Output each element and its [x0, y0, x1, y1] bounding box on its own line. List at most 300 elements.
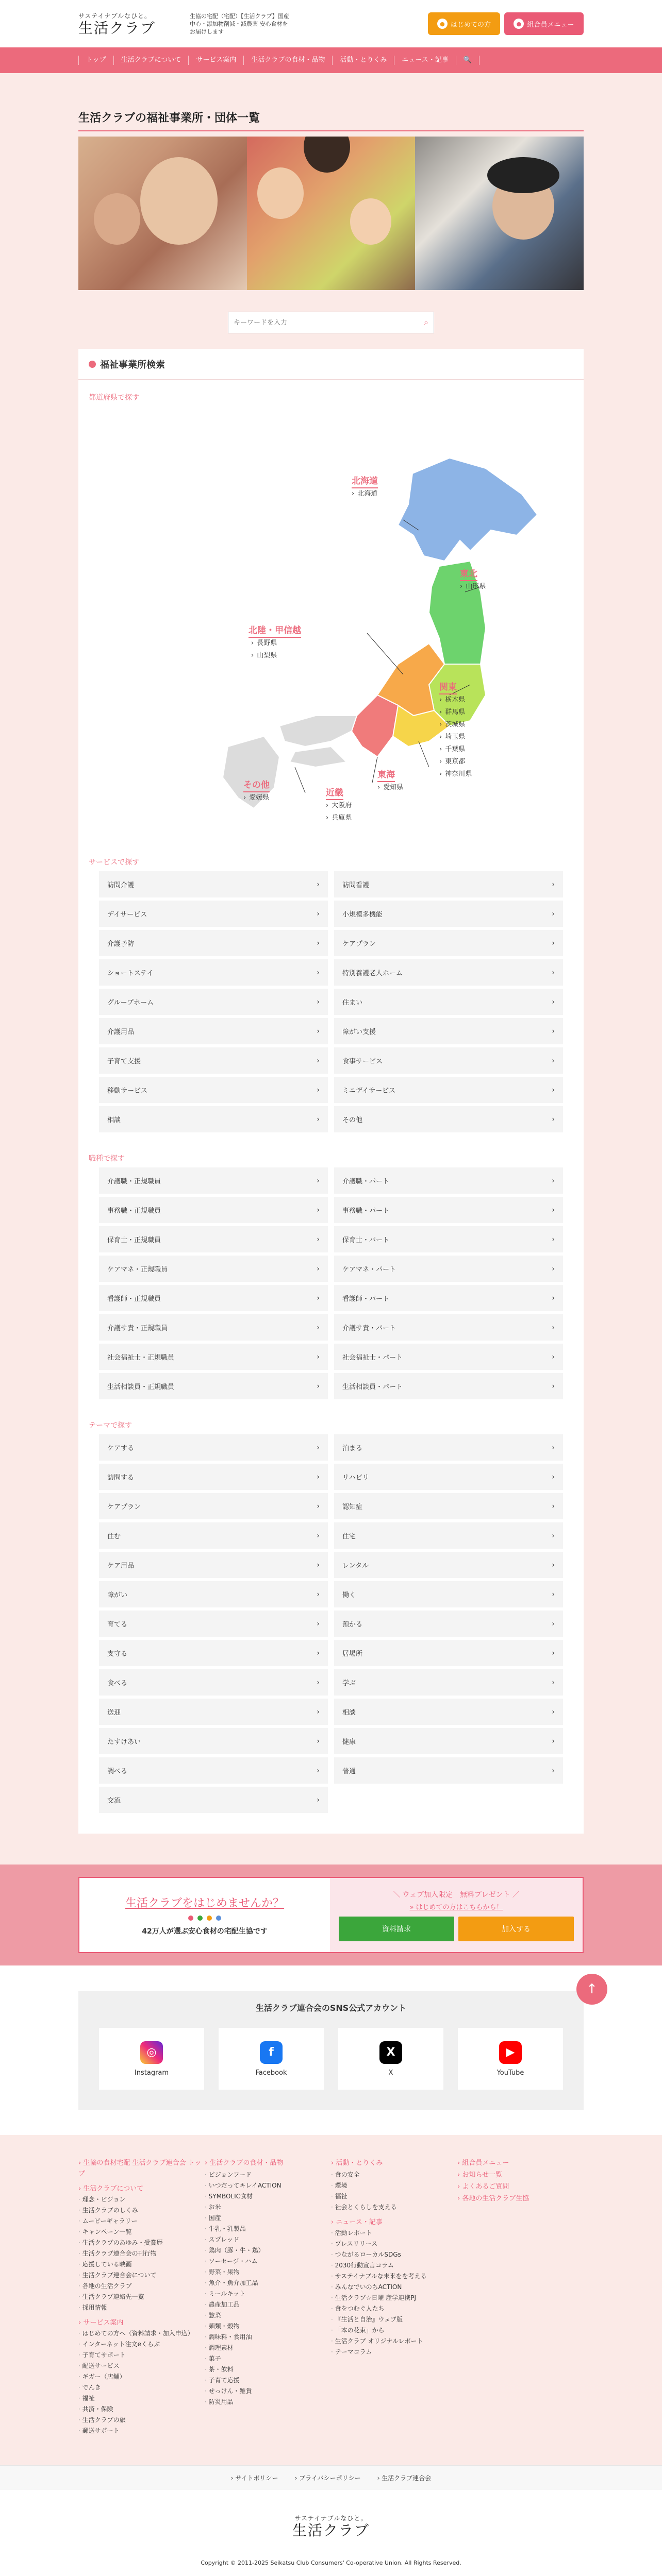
cta-dots: [188, 1916, 221, 1921]
footer-link[interactable]: · つながるローカルSDGs: [331, 2249, 457, 2260]
footer-link[interactable]: · ビジョンフード: [205, 2170, 331, 2180]
theme-item[interactable]: [99, 1522, 328, 1549]
chevron-right-icon: ›: [317, 1294, 320, 1302]
footer-link[interactable]: · 生活クラブ☆日曜 産学連携PJ: [331, 2293, 457, 2303]
sns-facebook-card[interactable]: [219, 2028, 324, 2090]
pref-link[interactable]: › 東京都: [439, 756, 472, 768]
job-item[interactable]: [334, 1226, 563, 1252]
region-tokai-title[interactable]: 東海: [377, 767, 395, 782]
footer-link[interactable]: › お知らせ一覧: [457, 2170, 584, 2180]
first-time-button[interactable]: [428, 12, 500, 35]
footer-link[interactable]: · 食をつむぐ人たち: [331, 2303, 457, 2314]
footer-link[interactable]: · 郵送サポート: [78, 2426, 205, 2436]
footer-logo-subtitle: サステイナブルなひと。: [294, 2515, 368, 2522]
first-time-icon: ●: [437, 19, 448, 29]
footer-link[interactable]: · 生活クラブの旅: [78, 2415, 205, 2426]
theme-item[interactable]: [334, 1757, 563, 1784]
chevron-right-icon: ›: [317, 1619, 320, 1628]
item-label: 子育て支援: [107, 1058, 141, 1065]
pref-link[interactable]: › 愛知県: [377, 782, 403, 794]
job-item[interactable]: [334, 1197, 563, 1223]
footer-link[interactable]: · ミールキット: [205, 2289, 331, 2299]
join-cta-box: [78, 1877, 584, 1953]
item-label: ケアマネ・正規職員: [107, 1266, 168, 1274]
footer-link[interactable]: · プレスリリース: [331, 2239, 457, 2249]
chevron-right-icon: ›: [552, 1206, 555, 1214]
theme-item[interactable]: [334, 1728, 563, 1754]
footer-link[interactable]: · 配送サービス: [78, 2361, 205, 2371]
job-item[interactable]: [334, 1285, 563, 1311]
footer-link[interactable]: · 2030行動宣言コラム: [331, 2260, 457, 2271]
theme-item[interactable]: [99, 1757, 328, 1784]
footer-col-1: [78, 2158, 205, 2436]
footer-link[interactable]: · 食の安全: [331, 2170, 457, 2180]
pref-link[interactable]: › 北海道: [352, 488, 377, 500]
sns-instagram-card[interactable]: [99, 2028, 204, 2090]
chevron-right-icon: ›: [317, 968, 320, 977]
footer-link[interactable]: · ソーセージ・ハム: [205, 2256, 331, 2267]
footer-link[interactable]: · 生活クラブ連合会について: [78, 2270, 205, 2281]
footer-link[interactable]: · 生活クラブ連絡先一覧: [78, 2292, 205, 2302]
chevron-right-icon: ›: [552, 1382, 555, 1391]
site-policy-link[interactable]: › サイトポリシー: [223, 2473, 287, 2482]
footer-link[interactable]: › 組合員メニュー: [457, 2158, 584, 2168]
hokkaido-shape[interactable]: [398, 458, 537, 561]
pref-link[interactable]: › 埼玉県: [439, 731, 472, 743]
chevron-right-icon: ›: [552, 968, 555, 977]
footer-link[interactable]: · 共済・保険: [78, 2404, 205, 2415]
job-item[interactable]: [99, 1344, 328, 1370]
chevron-right-icon: ›: [317, 1472, 320, 1481]
sns-label: Facebook: [255, 2069, 287, 2077]
theme-item[interactable]: [334, 1699, 563, 1725]
service-item[interactable]: [99, 959, 328, 986]
service-item[interactable]: [334, 1018, 563, 1044]
theme-item[interactable]: [99, 1552, 328, 1578]
chevron-right-icon: ›: [552, 1737, 555, 1745]
section-service-label: サービスで探す: [89, 858, 139, 867]
footer-link[interactable]: · 調味料・食用油: [205, 2332, 331, 2343]
nav-news[interactable]: ニュース・記事: [394, 56, 456, 65]
theme-item[interactable]: [334, 1552, 563, 1578]
japan-map-svg: [89, 406, 573, 844]
nav-about[interactable]: 生活クラブについて: [114, 56, 189, 65]
request-docs-button[interactable]: [339, 1917, 454, 1941]
footer-link[interactable]: › 活動・とりくみ: [331, 2158, 457, 2168]
search-icon[interactable]: ⌕: [424, 317, 428, 327]
pref-link[interactable]: › 愛媛県: [243, 792, 269, 804]
item-label: 泊まる: [342, 1445, 363, 1452]
footer-link[interactable]: · 茶・飲料: [205, 2364, 331, 2375]
service-item[interactable]: [334, 1077, 563, 1103]
theme-item[interactable]: [99, 1728, 328, 1754]
job-item[interactable]: [99, 1373, 328, 1399]
theme-item[interactable]: [334, 1669, 563, 1696]
region-kinki-prefs: [326, 800, 352, 824]
member-icon: ●: [514, 19, 524, 29]
footer-link[interactable]: › 各地の生活クラブ生協: [457, 2193, 584, 2204]
item-label: 相談: [342, 1709, 356, 1717]
footer-link[interactable]: · 菓子: [205, 2353, 331, 2364]
item-label: 事務職・正規職員: [107, 1207, 161, 1215]
union-link[interactable]: › 生活クラブ連合会: [369, 2473, 440, 2482]
item-label: 住宅: [342, 1533, 356, 1540]
item-label: 生活相談員・パート: [342, 1383, 403, 1391]
chevron-right-icon: ›: [317, 1352, 320, 1361]
theme-item[interactable]: [334, 1464, 563, 1490]
logo-title: 生活クラブ: [78, 19, 156, 37]
item-label: その他: [342, 1116, 363, 1124]
footer-link[interactable]: · インターネット注文eくらぶ: [78, 2339, 205, 2350]
footer-link[interactable]: · 惣菜: [205, 2310, 331, 2321]
footer-link[interactable]: · 生活クラブ オリジナルレポート: [331, 2336, 457, 2347]
footer-link[interactable]: · SYMBOLIC食材: [205, 2191, 331, 2202]
theme-grid: [99, 1434, 563, 1813]
chevron-right-icon: ›: [552, 1294, 555, 1302]
region-hokkaido-prefs: [352, 488, 377, 500]
footer-link[interactable]: · 応援している映画: [78, 2259, 205, 2270]
chevron-right-icon: ›: [552, 1056, 555, 1065]
footer-link[interactable]: · 理念・ビジョン: [78, 2194, 205, 2205]
item-label: 訪問看護: [342, 882, 370, 889]
theme-item[interactable]: [334, 1640, 563, 1666]
item-label: レンタル: [342, 1562, 369, 1570]
panel-header: [78, 349, 584, 380]
service-item[interactable]: [334, 1047, 563, 1074]
cta-present-title: ＼ ウェブ加入限定 無料プレゼント ／: [393, 1890, 520, 1899]
footer-link[interactable]: · 福祉: [331, 2191, 457, 2202]
sns-label: YouTube: [496, 2069, 524, 2077]
item-label: 障がい支援: [342, 1028, 376, 1036]
footer-link[interactable]: · でんき: [78, 2382, 205, 2393]
header-tagline: 生協の宅配（宅配）【生活クラブ】国産中心・添加物削減・減農薬 安心食材をお届けします: [190, 12, 289, 35]
chevron-right-icon: ›: [552, 997, 555, 1006]
join-button[interactable]: [458, 1917, 574, 1941]
theme-item[interactable]: [334, 1522, 563, 1549]
item-label: 住む: [107, 1533, 121, 1540]
item-label: 訪問介護: [107, 882, 135, 889]
theme-item[interactable]: [334, 1434, 563, 1461]
nav-food[interactable]: 生活クラブの食材・品物: [244, 56, 333, 65]
logo-subtitle: サステイナブルなひと。: [78, 12, 151, 20]
footer-link[interactable]: › 生協の食材宅配 生活クラブ連合会 トップ: [78, 2158, 205, 2179]
nav-top[interactable]: トップ: [78, 56, 114, 65]
region-tohoku-title[interactable]: 東北: [460, 566, 477, 581]
sns-youtube-card[interactable]: [458, 2028, 563, 2090]
job-item[interactable]: [334, 1344, 563, 1370]
chevron-right-icon: ›: [317, 1086, 320, 1094]
chevron-right-icon: ›: [317, 1323, 320, 1332]
chevron-right-icon: ›: [552, 1443, 555, 1452]
footer-link[interactable]: · 魚介・魚介加工品: [205, 2278, 331, 2289]
pref-link[interactable]: › 茨城県: [439, 719, 472, 731]
dot-icon: [207, 1916, 212, 1921]
footer-link[interactable]: · 子育て応援: [205, 2375, 331, 2386]
footer-link[interactable]: · 採用情報: [78, 2302, 205, 2313]
item-label: 生活相談員・正規職員: [107, 1383, 175, 1391]
nav-activity[interactable]: 活動・とりくみ: [333, 56, 394, 65]
footer-link[interactable]: · 麺類・穀物: [205, 2321, 331, 2332]
item-label: グループホーム: [107, 999, 154, 1007]
chevron-right-icon: ›: [552, 1115, 555, 1124]
footer-link[interactable]: · ギガー（店舗）: [78, 2371, 205, 2382]
footer-link[interactable]: · 野菜・果物: [205, 2267, 331, 2278]
footer-link[interactable]: · お米: [205, 2202, 331, 2213]
chevron-right-icon: ›: [552, 1707, 555, 1716]
job-item[interactable]: [99, 1314, 328, 1341]
section-job-label: 職種で探す: [89, 1155, 125, 1163]
item-label: 小規模多機能: [342, 911, 383, 919]
job-item[interactable]: [334, 1256, 563, 1282]
item-label: 保育士・正規職員: [107, 1236, 161, 1244]
chevron-right-icon: ›: [552, 1323, 555, 1332]
service-item[interactable]: [334, 959, 563, 986]
sns-label: X: [388, 2069, 393, 2077]
item-label: 働く: [342, 1591, 356, 1599]
item-label: ケアプラン: [342, 940, 376, 948]
hero-photo-worker: [415, 137, 584, 290]
item-label: 調べる: [107, 1768, 128, 1775]
chevron-right-icon: ›: [552, 1531, 555, 1540]
photo-face: [350, 198, 391, 245]
chevron-right-icon: ›: [317, 909, 320, 918]
job-item[interactable]: [99, 1167, 328, 1194]
region-hokkaido-title[interactable]: 北海道: [352, 473, 378, 488]
chevron-right-icon: ›: [552, 1235, 555, 1244]
theme-item[interactable]: [99, 1493, 328, 1519]
footer-link[interactable]: · 防災用品: [205, 2397, 331, 2408]
footer-link[interactable]: · みんなでいのちACTION: [331, 2282, 457, 2293]
footer-link[interactable]: · はじめての方へ（資料請求・加入申込）: [78, 2328, 205, 2339]
region-tohoku-prefs: [460, 581, 486, 593]
theme-item[interactable]: [334, 1493, 563, 1519]
nav-service[interactable]: サービス案内: [189, 56, 244, 65]
pref-link[interactable]: › 群馬県: [439, 706, 472, 719]
theme-item[interactable]: [99, 1581, 328, 1607]
job-item[interactable]: [334, 1314, 563, 1341]
site-logo[interactable]: [78, 11, 181, 37]
chevron-right-icon: ›: [552, 1766, 555, 1775]
footer-link[interactable]: · 鶏肉（豚・牛・鶏）: [205, 2245, 331, 2256]
service-item[interactable]: [334, 901, 563, 927]
pref-link[interactable]: › 栃木県: [439, 694, 472, 706]
item-label: デイサービス: [107, 911, 147, 919]
chevron-right-icon: ›: [317, 1235, 320, 1244]
hero-photo-children: [247, 137, 416, 290]
item-label: 育てる: [107, 1621, 128, 1629]
bullet-icon: [89, 361, 96, 368]
theme-item[interactable]: [99, 1787, 328, 1813]
chevron-right-icon: ›: [317, 1795, 320, 1804]
item-label: ケアプラン: [107, 1503, 141, 1511]
pref-link[interactable]: › 大阪府: [326, 800, 352, 812]
footer-link[interactable]: · 社会とくらしを支える: [331, 2202, 457, 2213]
job-item[interactable]: [334, 1373, 563, 1399]
theme-item[interactable]: [99, 1611, 328, 1637]
footer-link[interactable]: · 各地の生活クラブ: [78, 2281, 205, 2292]
service-item[interactable]: [99, 871, 328, 897]
service-item[interactable]: [99, 901, 328, 927]
section-area-label: 都道府県で探す: [89, 394, 139, 402]
item-label: 居場所: [342, 1650, 363, 1658]
search-input[interactable]: [234, 319, 424, 327]
chevron-right-icon: ›: [317, 1561, 320, 1569]
sns-x-card[interactable]: [338, 2028, 443, 2090]
cta-title[interactable]: 生活クラブをはじめませんか？: [125, 1896, 284, 1910]
region-other-title[interactable]: その他: [243, 777, 270, 792]
job-item[interactable]: [99, 1197, 328, 1223]
footer-link[interactable]: › 生活クラブについて: [78, 2183, 205, 2194]
footer-link[interactable]: · 調理素材: [205, 2343, 331, 2353]
photo-face: [257, 167, 304, 219]
chevron-right-icon: ›: [552, 1678, 555, 1687]
dot-icon: [188, 1916, 193, 1921]
item-label: 健康: [342, 1738, 356, 1746]
footer-link[interactable]: · いつだってキレイACTION: [205, 2180, 331, 2191]
theme-item[interactable]: [99, 1669, 328, 1696]
footer-link[interactable]: › サービス案内: [78, 2317, 205, 2328]
x-icon: X: [379, 2041, 402, 2064]
service-item[interactable]: [99, 1047, 328, 1074]
footer-link[interactable]: · 子育てサポート: [78, 2350, 205, 2361]
privacy-policy-link[interactable]: › プライバシーポリシー: [287, 2473, 369, 2482]
region-kinki-title[interactable]: 近畿: [326, 785, 343, 800]
chevron-right-icon: ›: [317, 1590, 320, 1599]
footer-link[interactable]: · 活動レポート: [331, 2228, 457, 2239]
chevron-right-icon: ›: [317, 1056, 320, 1065]
theme-item[interactable]: [99, 1434, 328, 1461]
footer-link[interactable]: · 牛乳・乳製品: [205, 2224, 331, 2234]
first-time-label: はじめての方: [450, 21, 491, 29]
chevron-right-icon: ›: [552, 939, 555, 947]
region-kanto-title[interactable]: 関東: [439, 680, 457, 694]
footer-logo[interactable]: [0, 2490, 662, 2560]
job-item[interactable]: [334, 1167, 563, 1194]
theme-item[interactable]: [99, 1640, 328, 1666]
photo-face: [94, 193, 140, 245]
service-item[interactable]: [99, 1018, 328, 1044]
footer-link[interactable]: · 『生活と自治』ウェブ版: [331, 2314, 457, 2325]
pref-link[interactable]: › 山梨県: [251, 650, 277, 662]
footer-link[interactable]: · 国産: [205, 2213, 331, 2224]
item-label: ケアする: [107, 1445, 135, 1452]
chevron-right-icon: ›: [317, 1707, 320, 1716]
footer-link[interactable]: · せっけん・雑貨: [205, 2386, 331, 2397]
item-label: 介護サ責・パート: [342, 1325, 396, 1332]
theme-item[interactable]: [99, 1699, 328, 1725]
footer-link[interactable]: · 環境: [331, 2180, 457, 2191]
item-label: 食べる: [107, 1680, 128, 1687]
search-icon[interactable]: 🔍: [456, 56, 479, 65]
chevron-right-icon: ›: [317, 1649, 320, 1657]
service-item[interactable]: [99, 989, 328, 1015]
pref-link[interactable]: › 兵庫県: [326, 812, 352, 824]
chevron-right-icon: ›: [552, 909, 555, 918]
service-item[interactable]: [334, 930, 563, 956]
keyword-search[interactable]: [228, 312, 434, 333]
footer-link[interactable]: · 「本の花束」から: [331, 2325, 457, 2336]
item-label: 事務職・パート: [342, 1207, 390, 1215]
pref-link[interactable]: › 山形県: [460, 581, 486, 593]
footer-link[interactable]: · 生活クラブ連合会の刊行物: [78, 2248, 205, 2259]
job-item[interactable]: [99, 1256, 328, 1282]
chevron-right-icon: ›: [317, 1531, 320, 1540]
theme-item[interactable]: [334, 1581, 563, 1607]
footer-link[interactable]: › よくあるご質問: [457, 2181, 584, 2192]
footer-link[interactable]: · サステイナブルな未来をを考える: [331, 2271, 457, 2282]
item-label: 認知症: [342, 1503, 363, 1511]
item-label: たすけあい: [107, 1738, 141, 1746]
job-item[interactable]: [99, 1226, 328, 1252]
pref-link[interactable]: › 長野県: [251, 637, 277, 650]
region-hokuriku-title[interactable]: 北陸・甲信越: [249, 623, 301, 638]
pref-link[interactable]: › 千葉県: [439, 743, 472, 756]
member-menu-button[interactable]: [504, 12, 584, 35]
service-grid: [99, 871, 563, 1132]
footer-link[interactable]: · 農産加工品: [205, 2299, 331, 2310]
cta-first-link[interactable]: » はじめての方はこちらから！: [409, 1903, 503, 1911]
chevron-right-icon: ›: [552, 1472, 555, 1481]
chevron-right-icon: ›: [317, 1737, 320, 1745]
service-item[interactable]: [334, 989, 563, 1015]
footer-link[interactable]: · ムービーギャラリー: [78, 2216, 205, 2227]
chevron-right-icon: ›: [317, 1382, 320, 1391]
region-hokuriku-prefs: [251, 637, 277, 662]
footer-link[interactable]: · キャンペーン一覧: [78, 2227, 205, 2238]
footer-link[interactable]: › 生活クラブの食材・品物: [205, 2158, 331, 2168]
service-item[interactable]: [99, 1106, 328, 1132]
footer-sitemap: [0, 2135, 662, 2465]
footer-link[interactable]: · スプレッド: [205, 2234, 331, 2245]
footer-link[interactable]: › ニュース・記事: [331, 2217, 457, 2228]
page-top-button[interactable]: ↑: [576, 1974, 607, 2005]
theme-item[interactable]: [334, 1611, 563, 1637]
chevron-right-icon: ›: [552, 1176, 555, 1185]
service-item[interactable]: [99, 1077, 328, 1103]
job-item[interactable]: [99, 1285, 328, 1311]
footer-link[interactable]: · 生活クラブのあゆみ・受賞歴: [78, 2238, 205, 2248]
chevron-right-icon: ›: [552, 1352, 555, 1361]
item-label: 看護師・パート: [342, 1295, 390, 1303]
chevron-right-icon: ›: [317, 1264, 320, 1273]
service-item[interactable]: [99, 930, 328, 956]
member-menu-label: 組合員メニュー: [527, 21, 574, 29]
kinki-shape[interactable]: [352, 695, 398, 757]
leader-line: [419, 741, 429, 767]
item-label: 保育士・パート: [342, 1236, 390, 1244]
hero-images: [78, 137, 584, 290]
service-item[interactable]: [334, 871, 563, 897]
chevron-right-icon: ›: [552, 1502, 555, 1511]
item-label: 食事サービス: [342, 1058, 383, 1065]
chevron-right-icon: ›: [552, 880, 555, 889]
footer-link[interactable]: · 福祉: [78, 2393, 205, 2404]
footer-link[interactable]: · 生活クラブのしくみ: [78, 2205, 205, 2216]
theme-item[interactable]: [99, 1464, 328, 1490]
chevron-right-icon: ›: [552, 1027, 555, 1036]
chevron-right-icon: ›: [317, 1176, 320, 1185]
item-label: ショートステイ: [107, 970, 154, 977]
leader-line: [295, 767, 305, 793]
footer-link[interactable]: · テーマコラム: [331, 2347, 457, 2358]
item-label: 社会福祉士・正規職員: [107, 1354, 175, 1362]
item-label: 障がい: [107, 1591, 128, 1599]
footer-bottom-links: [0, 2465, 662, 2490]
item-label: 預かる: [342, 1621, 363, 1629]
service-item[interactable]: [334, 1106, 563, 1132]
job-grid: [99, 1167, 563, 1399]
pref-link[interactable]: › 神奈川県: [439, 768, 472, 781]
